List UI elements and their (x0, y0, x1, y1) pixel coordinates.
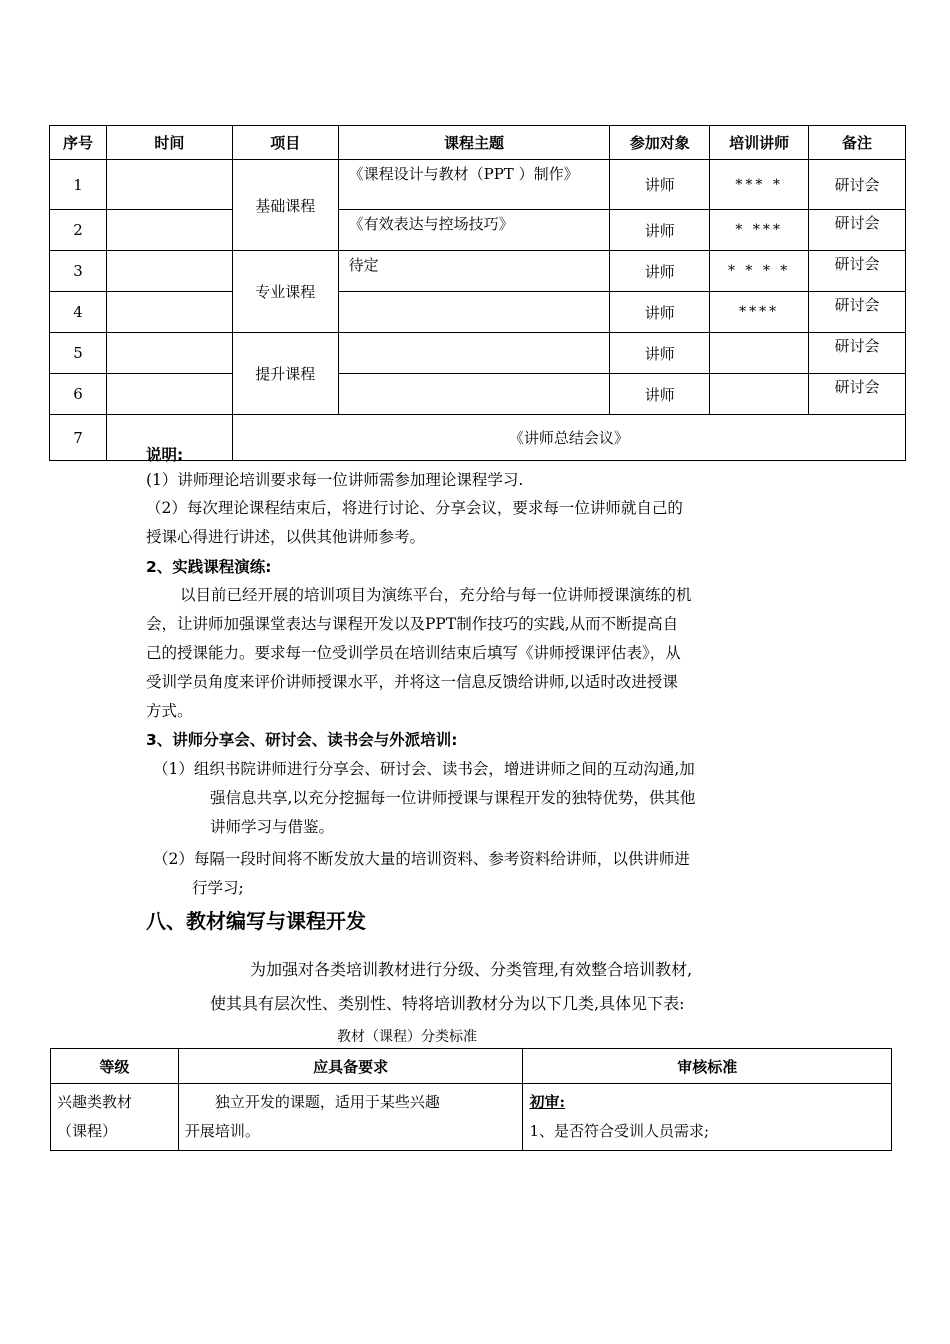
row-no: 7 (50, 415, 107, 461)
section-3-item-2-line-1: （2）每隔一段时间将不断发放大量的培训资料、参考资料给讲师，以供讲师进 (153, 850, 690, 868)
table-row (50, 292, 906, 333)
requirement-line-2: 开展培训。 (184, 1122, 260, 1140)
row-trainer (710, 374, 809, 415)
header-project: 项目 (232, 126, 338, 160)
level-line-2: （课程） (57, 1122, 118, 1140)
training-schedule-table (49, 125, 906, 461)
row-audience: 讲师 (610, 251, 710, 292)
header-level: 等级 (51, 1049, 179, 1084)
row-no: 6 (50, 374, 107, 415)
section-8-line-1: 为加强对各类培训教材进行分级、分类管理,有效整合培训教材, (250, 960, 693, 979)
row-no: 5 (50, 333, 107, 374)
row-audience: 讲师 (610, 210, 710, 251)
table-caption: 教材（课程）分类标准 (337, 1029, 477, 1045)
requirement-line-1: 独立开发的课题，适用于某些兴趣 (214, 1093, 440, 1111)
row-trainer: **** (710, 292, 809, 333)
row-no: 4 (50, 292, 107, 333)
section-2-title: 2、实践课程演练: (146, 558, 272, 576)
table-row (50, 210, 906, 251)
row-time (106, 374, 232, 415)
section-2-line: 会，让讲师加强课堂表达与课程开发以及PPT制作技巧的实践,从而不断提高自 (146, 615, 679, 633)
row-note: 研讨会 (809, 292, 906, 333)
row-note: 研讨会 (809, 160, 906, 210)
row-topic (338, 374, 610, 415)
row-audience: 讲师 (610, 374, 710, 415)
row-project: 专业课程 (232, 251, 338, 333)
section-8-heading: 八、教材编写与课程开发 (146, 909, 366, 933)
requirement-cell (178, 1084, 523, 1151)
row-note: 研讨会 (809, 251, 906, 292)
row-no: 2 (50, 210, 107, 251)
section-2-line: 以目前已经开展的培训项目为演练平台，充分给与每一位讲师授课演练的机 (180, 586, 692, 604)
header-note: 备注 (809, 126, 906, 160)
section-2-line: 受训学员角度来评价讲师授课水平，并将这一信息反馈给讲师,以适时改进授课 (146, 673, 678, 691)
section-3-title: 3、讲师分享会、研讨会、读书会与外派培训: (146, 731, 458, 749)
table-row (51, 1084, 892, 1151)
table-row (50, 374, 906, 415)
table-header-row (50, 126, 906, 160)
level-cell (51, 1084, 179, 1151)
section-2-line: 己的授课能力。要求每一位受训学员在培训结束后填写《讲师授课评估表》，从 (146, 644, 681, 662)
row-trainer: * *** (710, 210, 809, 251)
table-header-row (51, 1049, 892, 1084)
header-standard: 审核标准 (523, 1049, 892, 1084)
row-trainer: *** * (710, 160, 809, 210)
row-audience: 讲师 (610, 333, 710, 374)
row-audience: 讲师 (610, 160, 710, 210)
table-row (50, 333, 906, 374)
row-topic: 《课程设计与教材（PPT ）制作》 (338, 160, 610, 210)
row-time (106, 210, 232, 251)
header-requirement: 应具备要求 (178, 1049, 523, 1084)
row-time (106, 251, 232, 292)
summary-meeting-cell: 《讲师总结会议》 (232, 415, 905, 461)
row-note: 研讨会 (809, 333, 906, 374)
section-3-item-1-line-1: （1）组织书院讲师进行分享会、研讨会、读书会，增进讲师之间的互动沟通,加 (153, 760, 695, 778)
header-trainer: 培训讲师 (710, 126, 809, 160)
section-8-line-2: 使其具有层次性、类别性、特将培训教材分为以下几类,具体见下表: (210, 994, 685, 1013)
row-topic: 待定 (338, 251, 610, 292)
row-trainer (710, 333, 809, 374)
table-row (50, 160, 906, 210)
standard-title: 初审: (529, 1093, 566, 1111)
header-no: 序号 (50, 126, 107, 160)
header-audience: 参加对象 (610, 126, 710, 160)
row-topic: 《有效表达与控场技巧》 (338, 210, 610, 251)
row-no: 1 (50, 160, 107, 210)
section-2-line: 方式。 (146, 702, 193, 720)
notes-title: 说明: (146, 446, 184, 464)
section-3-item-1-line-3: 讲师学习与借鉴。 (210, 818, 335, 836)
row-project: 提升课程 (232, 333, 338, 415)
row-note: 研讨会 (809, 210, 906, 251)
notes-item-2-line-1: （2）每次理论课程结束后，将进行讨论、分享会议，要求每一位讲师就自己的 (146, 499, 683, 517)
row-topic (338, 292, 610, 333)
table-row (50, 251, 906, 292)
section-3-item-2-line-2: 行学习; (192, 879, 244, 897)
section-3-item-1-line-2: 强信息共享,以充分挖掘每一位讲师授课与课程开发的独特优势，供其他 (210, 789, 696, 807)
row-project: 基础课程 (232, 160, 338, 251)
row-trainer: * * * * (710, 251, 809, 292)
material-classification-table (50, 1048, 892, 1151)
row-audience: 讲师 (610, 292, 710, 333)
header-topic: 课程主题 (338, 126, 610, 160)
notes-item-1: (1）讲师理论培训要求每一位讲师需参加理论课程学习. (146, 471, 524, 489)
standard-item: 1、是否符合受训人员需求; (529, 1122, 710, 1140)
level-line-1: 兴趣类教材 (57, 1093, 133, 1111)
row-time (106, 333, 232, 374)
notes-item-2-line-2: 授课心得进行讲述，以供其他讲师参考。 (146, 528, 426, 546)
row-time (106, 160, 232, 210)
header-time: 时间 (106, 126, 232, 160)
row-note: 研讨会 (809, 374, 906, 415)
row-no: 3 (50, 251, 107, 292)
row-time (106, 292, 232, 333)
row-topic (338, 333, 610, 374)
standard-cell (523, 1084, 892, 1151)
